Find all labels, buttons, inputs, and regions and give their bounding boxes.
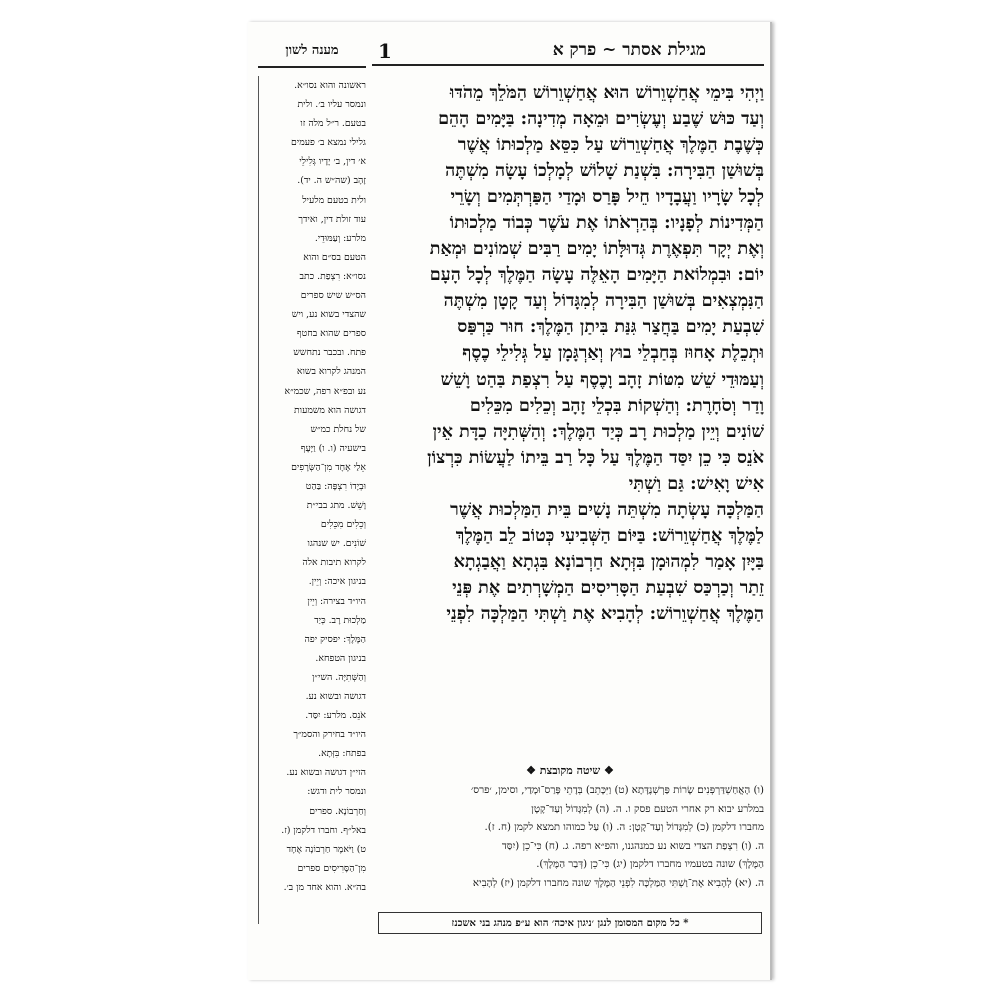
verse-line: יוֹם: וּבִמְלוֹאת הַיָּמִים הָאֵלֶּה עָשָׂה הַמֶּלֶךְ לְכָל הָעָם xyxy=(429,264,764,286)
side-note-line: בניגון איכה: וְיֵין. xyxy=(308,576,366,588)
commentary-line: ה. (יא) לְהָבִיא אֶת־וַשְׁתִּי הַמַּלְכָּה לִפְנֵי הַמֶּלֶךְ שונה מחברו דלקמן (יז) לְהָבִיא xyxy=(472,877,764,889)
commentary-line: מחברו דלקמן (כ) לְמִגָּדוֹל וְעַד־קָטָן: ה. (ו) עַל כמוהו תמצא לקמן (ח. ז). xyxy=(484,822,764,834)
side-note-line: א׳ דין, ב׳ יָדָיו גְּלִילֵי xyxy=(299,156,366,168)
verse-line: וָדַר וְסֹחָרֶת: וְהַשְׁקוֹת בִּכְלֵי זָהָב וְכֵלִים מִכֵּלִים xyxy=(469,394,764,416)
side-note-line: וּבְיָדוֹ רִצְפָּה: בַּהַט xyxy=(305,480,366,492)
verse-line: בַּיָּיִן אָמַר לִמְהוּמָן בִּזְּתָא חַרְבוֹנָא בִּגְתָא וַאֲבַגְתָא xyxy=(453,550,764,572)
footnote-box: * כל מקום המסומן לנגן ׳ניגון איכה׳ הוא ע״פ מנהג בני אשכנז xyxy=(378,912,762,934)
verse-line: שׁוֹנִים וְיֵין מַלְכוּת רָב כְּיַד הַמֶּלֶךְ: וְהַשְּׁתִיָּה כַדָּת אֵין xyxy=(432,420,764,442)
side-note-line: שהצדי בשוא נע, ויש xyxy=(291,309,366,321)
side-note-line: של נחלת כמ״ש xyxy=(310,423,366,435)
side-note-line: ט) וַיֹּאמֶר חַרְבוֹנָה אֶחָד xyxy=(286,843,366,855)
side-note-line: ונמסר עליו ב׳. ולית xyxy=(297,99,366,111)
side-commentary-column xyxy=(258,76,366,924)
side-note-line: וְחַרְבוֹנָא. ספרים xyxy=(309,805,366,817)
commentary-line: ה. (ו) רִצְפַת הצדי בשוא נע כמנהגנו, והפ״א רפה. ג. (ח) כִּי־כֵן (יִסַּד xyxy=(501,840,764,852)
side-note-line: דגושה הוא משמעות xyxy=(294,404,366,416)
side-note-line: הזי״ן דגושה ובשוא נע. xyxy=(286,767,366,779)
side-note-line: בניגון הטפחא. xyxy=(315,652,366,664)
side-note-line: דגושה ובשוא נע. xyxy=(305,691,366,702)
side-note-line: בה״א. והוא אחד מן ב׳. xyxy=(283,881,366,893)
side-note-line: בפתח: בִּזְּתָא. xyxy=(318,748,366,760)
side-note-line: אֵלַי אֶחָד מִן־הַשְּׂרָפִים xyxy=(291,461,366,473)
side-note-line: באל״ף. וחברו דלקמן (ז. xyxy=(281,824,366,836)
verse-line: זֵתַר וְכַרְכַּס שִׁבְעַת הַסָּרִיסִים הַמְשָׁרְתִים אֶת פְּנֵי xyxy=(452,576,764,598)
side-note-line: נע ובפ״א רפה, שכמ״א xyxy=(284,385,366,397)
side-note-line: היו״ד בצירה: וְיֵין xyxy=(307,595,366,607)
chapter-title: מגילת אסתר ~ פרק א xyxy=(372,36,764,66)
commentary-line: הַמֶּלֶךְ) שונה בטעמיו מחברו דלקמן (יג) כִּי־כֵן (דְּבַר הַמֶּלֶךְ). xyxy=(536,859,764,871)
side-note-line: מִן־הַסָּרִיסִים ספרים xyxy=(297,862,366,874)
side-note-line: הס״ש שיש ספרים xyxy=(300,290,366,302)
side-note-line: שׁוֹנִים. יש שנהגו xyxy=(307,538,366,550)
side-column-title: מענה לשון xyxy=(258,36,366,68)
commentary-line: (ו) הָאֲחַשְׁדַּרְפְּנִים׃ שָׂרוֹת פַּרְשְׁנֶדָּתָא (ט) וַיִּכָּתֵב) בְּדָתֵי פָּרַס־וּמָדַי, וסימן, ׳פרס׳ xyxy=(470,785,764,796)
verse-line: בְּשׁוּשַׁן הַבִּירָה: בִּשְׁנַת שָׁלוֹשׁ לְמָלְכוֹ עָשָׂה מִשְׁתֶּה xyxy=(445,160,764,182)
side-note-line: נסו״א: רִצְפַת. כתב xyxy=(299,270,366,282)
verse-line: וַיְהִי בִּימֵי אֲחַשְׁוֵרוֹשׁ הוּא אֲחַשְׁוֵרוֹשׁ הַמֹּלֵךְ מֵהֹדּוּ xyxy=(449,82,764,103)
side-note-line: לקרוא תיבות אלה xyxy=(302,557,366,569)
side-note-line: הטעם בס״ם והוא xyxy=(303,251,366,263)
side-note-line: בטעם. ר״ל מלה זו xyxy=(300,118,366,130)
verse-line: אֹנֵס כִּי כֵן יִסַּד הַמֶּלֶךְ עַל כָּל רַב בֵּיתוֹ לַעֲשׂוֹת כִּרְצוֹן xyxy=(427,446,764,468)
verse-line: הַנִּמְצְאִים בְּשׁוּשַׁן הַבִּירָה לְמִגָּדוֹל וְעַד קָטָן מִשְׁתֶּה xyxy=(443,290,764,312)
commentary-heading: ❖ שיטה מקובצת ❖ xyxy=(526,764,614,777)
commentary-block xyxy=(376,782,764,894)
verse-line: וְאֶת יְקָר תִּפְאֶרֶת גְּדוּלָּתוֹ יָמִים רַבִּים שְׁמוֹנִים וּמְאַת xyxy=(429,238,764,260)
side-note-line: מַלְכוּת רָב. כְּיַד xyxy=(314,614,366,626)
side-note-line: ונמסר לית ודגש: xyxy=(307,786,366,798)
side-note-line: זָהָב (שה״ש ה. יד). xyxy=(297,175,366,187)
page-header xyxy=(258,34,764,68)
side-note-line: בישעיה (ו. ו) וַיָּעָף xyxy=(300,442,366,454)
verse-line: וְעַד כּוּשׁ שֶׁבַע וְעֶשְׂרִים וּמֵאָה מְדִינָה: בַּיָּמִים הָהֵם xyxy=(438,108,764,130)
verse-line: הַמֶּלֶךְ אֲחַשְׁוֵרוֹשׁ: לְהָבִיא אֶת וַשְׁתִּי הַמַּלְכָּה לִפְנֵי xyxy=(446,602,764,624)
verse-line: אִישׁ וָאִישׁ: גַּם וַשְׁתִּי xyxy=(628,472,764,494)
side-note-line: ספרים שהוא בחטף xyxy=(296,328,366,340)
main-text-column xyxy=(376,80,764,627)
side-note-line: וָשֵׁשׁ. מתג בבי״ת xyxy=(306,500,366,512)
verse-line: הַמַּלְכָּה עָשְׂתָה מִשְׁתֵּה נָשִׁים בֵּית הַמַּלְכוּת אֲשֶׁר xyxy=(450,498,764,520)
side-note-line: וְכֵלִים מִכֵּלִים xyxy=(320,519,366,531)
side-note-line: ולית בטעם מלעיל xyxy=(302,194,366,206)
side-note-line: פתח. ובכבר נתחשש xyxy=(293,347,366,359)
side-note-line: היו״ד בחירק והסמ״ך xyxy=(293,729,366,741)
book-page xyxy=(248,22,772,980)
verse-line: הַמְּדִינוֹת לְפָנָיו: בְּהַרְאֹתוֹ אֶת עֹשֶׁר כְּבוֹד מַלְכוּתוֹ xyxy=(449,212,764,234)
side-note-line: ראשונה והוא נסו״א. xyxy=(294,80,366,91)
side-note-line: אֹנֵס. מלרע: יִסַּד. xyxy=(305,710,366,722)
side-note-line: מלרע: וְעַמּוּדֵי. xyxy=(314,232,366,244)
verse-line: כְּשֶׁבֶת הַמֶּלֶךְ אֲחַשְׁוֵרוֹשׁ עַל כִּסֵּא מַלְכוּתוֹ אֲשֶׁר xyxy=(457,134,764,156)
verse-line: לְכָל שָׂרָיו וַעֲבָדָיו חֵיל פָּרַס וּמָדַי הַפַּרְתְּמִים וְשָׂרֵי xyxy=(450,186,764,208)
side-note-line: וְהַשְּׁתִיָּה. השי״ן xyxy=(312,671,366,683)
verse-line: וְעַמּוּדֵי שֵׁשׁ מִטּוֹת זָהָב וָכֶסֶף עַל רִצְפַת בַּהַט וָשֵׁשׁ xyxy=(440,368,764,390)
page-number: 1 xyxy=(378,39,392,63)
side-note-line: עוד זולת דין, ואידך xyxy=(298,213,366,225)
side-note-line: הַמֶּלֶךְ: יפסיק יפה xyxy=(304,633,366,645)
verse-line: לַמֶּלֶךְ אֲחַשְׁוֵרוֹשׁ: בַּיּוֹם הַשְּׁבִיעִי כְּטוֹב לֵב הַמֶּלֶךְ xyxy=(455,524,764,546)
verse-line: שִׁבְעַת יָמִים בַּחֲצַר גִּנַּת בִּיתַן הַמֶּלֶךְ: חוּר כַּרְפַּס xyxy=(457,316,764,338)
side-note-line: גלילי נמצא ב׳ פעמים xyxy=(290,137,366,149)
commentary-line: במלרע יבוא רק אחרי הטעם פסק ו. ה. (ה) לְמִגָּדוֹל וְעַד־קָטָן xyxy=(531,803,764,815)
verse-line: וּתְכֵלֶת אָחוּז בְּחַבְלֵי בוּץ וְאַרְגָּמָן עַל גְּלִילֵי כֶסֶף xyxy=(462,342,764,364)
side-note-line: המנהג לקרוא בשוא xyxy=(296,366,366,378)
